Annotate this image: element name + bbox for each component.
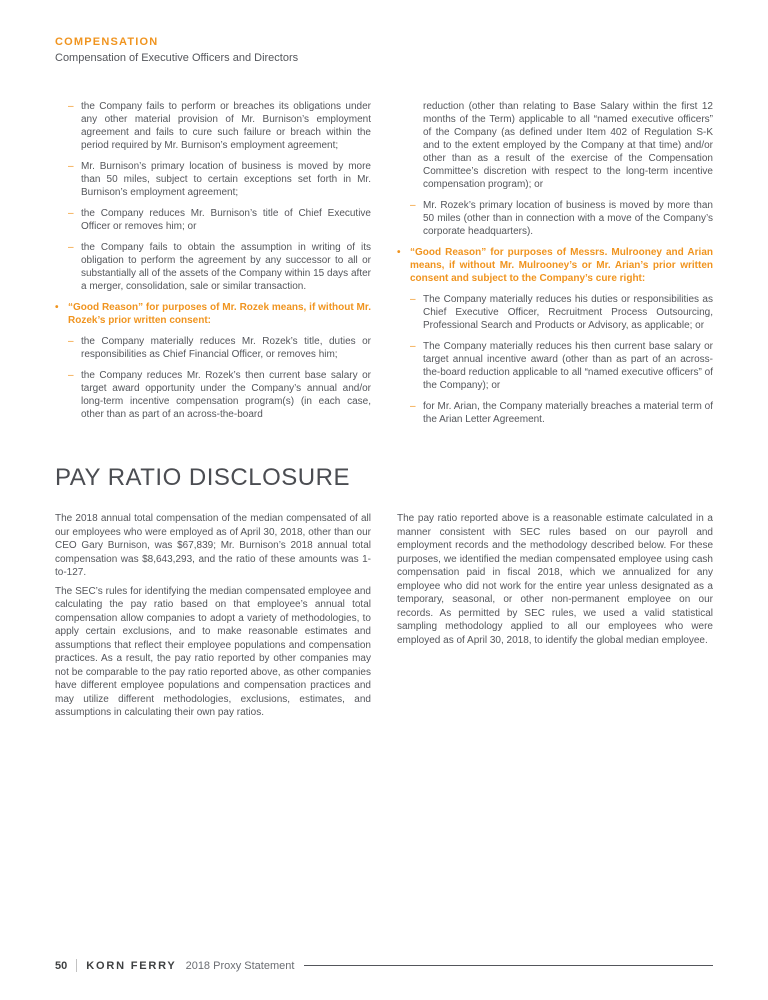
- section-subtitle: Compensation of Executive Officers and Directors: [55, 52, 299, 64]
- list-item-text: Mr. Rozek’s primary location of business is moved by more than 50 miles (other than in connection with a move of the Company’s corporate headquarters).: [423, 200, 713, 237]
- list-item-text: Mr. Burnison’s primary location of business is moved by more than 50 miles, subject to certain exceptions set forth in Mr. Burnison’s employment agreement;: [81, 161, 371, 198]
- list-item: [68, 207, 371, 233]
- bullet-marker: •: [397, 247, 401, 258]
- list-item: [410, 199, 713, 238]
- page-header: [55, 36, 713, 64]
- terms-column-right: [397, 100, 713, 434]
- list-item-text: the Company materially reduces Mr. Rozek’s title, duties or responsibilities as Chief Financial Officer, or removes him;: [81, 336, 371, 360]
- list-item: [68, 369, 371, 421]
- paragraph: The SEC’s rules for identifying the median compensated employee and calculating the pay ratio based on that employee’s annual total compensation allow companies to adopt a variety of methodologies, to apply certain exclusions, and to make reasonable estimates and assumptions that reflect their employee populations and compensation practices. As a result, the pay ratio reported by other companies may not be comparable to the pay ratio reported above, as other companies have different employee populations and compensation practices and may utilize different methodologies, exclusions, estimates, and assumptions in calculating their own pay ratios.: [55, 585, 371, 718]
- page-number: 50: [55, 959, 68, 972]
- list-item: [68, 160, 371, 199]
- terms-column-left: [55, 100, 371, 434]
- list-item: [410, 293, 713, 332]
- list-item: [410, 400, 713, 426]
- paragraph: The 2018 annual total compensation of the median compensated of all our employees who were employed as of April 30, 2018, other than our CEO Gary Burnison, was $67,839; Mr. Burnison’s 2018 annual total compensation was $8,643,293, and the ratio of these amounts was 1-to-127.: [55, 513, 371, 578]
- terms-columns: [55, 100, 713, 434]
- list-item-lead: [397, 246, 713, 285]
- dash-marker: –: [68, 161, 74, 172]
- paragraph: The pay ratio reported above is a reasonable estimate calculated in a manner consistent with SEC rules based on our payroll and employment records and the methodology described below. For these purposes, we identified the median compensated employee using cash compensation paid in fiscal 2018, which we annualized for any employee who did not work for the entire year unless designated as a temporary, seasonal, or other non-permanent employee on our records. As permitted by SEC rules, we used a valid statistical sampling methodology applied to all our employees who were employed as of April 30, 2018, to identify the global median employee.: [397, 513, 713, 646]
- document-title: 2018 Proxy Statement: [185, 959, 295, 972]
- section-heading: PAY RATIO DISCLOSURE: [55, 464, 350, 491]
- list-item-text: The Company materially reduces his duties or responsibilities as Chief Executive Officer, Recruitment Process Outsourcing, Professional Search and Products or Advisory, as applicable; or: [423, 294, 713, 331]
- list-item-text: The Company materially reduces his then current base salary or target annual incentive award (other than as part of an across-the-board reduction applicable to all “named executive officers” of the Company); or: [423, 341, 713, 391]
- dash-marker: –: [410, 200, 416, 211]
- dash-marker: –: [68, 101, 74, 112]
- dash-marker: –: [68, 242, 74, 253]
- pay-ratio-column-right: [397, 512, 713, 725]
- dash-marker: –: [68, 208, 74, 219]
- footer-divider: [76, 959, 77, 972]
- dash-marker: –: [68, 370, 74, 381]
- dash-marker: –: [68, 336, 74, 347]
- list-item: [68, 241, 371, 293]
- list-item-text: the Company reduces Mr. Rozek’s then current base salary or target award opportunity under the Company’s annual and/or long-term incentive compensation program(s) (in each case, other than as part of an across-the-board: [81, 370, 371, 420]
- list-item-text: “Good Reason” for purposes of Messrs. Mulrooney and Arian means, if without Mr. Mulrooney’s or Mr. Arian’s prior written consent and subject to the Company’s cure right:: [410, 247, 713, 284]
- list-item-text: reduction (other than relating to Base Salary within the first 12 months of the Term) applicable to all “named executive officers” of the Company (as defined under Item 402 of Regulation S-K and to the extent employed by the Company at that time) and/or other than as a result of the exercise of the Compensation Committee’s discretion with respect to the long-term incentive compensation program); or: [423, 101, 713, 190]
- list-item-text: for Mr. Arian, the Company materially breaches a material term of the Arian Letter Agreement.: [423, 401, 713, 425]
- dash-marker: –: [410, 294, 416, 305]
- brand-logo-text: KORN FERRY: [86, 959, 177, 972]
- list-item: [410, 340, 713, 392]
- list-item-text: “Good Reason” for purposes of Mr. Rozek means, if without Mr. Rozek’s prior written consent:: [68, 302, 371, 326]
- page-footer: [55, 959, 713, 972]
- list-item: [68, 335, 371, 361]
- footer-rule: [304, 965, 713, 966]
- list-item: [68, 100, 371, 152]
- section-kicker: COMPENSATION: [55, 36, 159, 48]
- pay-ratio-columns: [55, 512, 713, 725]
- list-item-continuation: [423, 100, 713, 191]
- dash-marker: –: [410, 401, 416, 412]
- list-item-text: the Company fails to perform or breaches its obligations under any other material provision of Mr. Burnison’s employment agreement and fails to cure such failure or breach within the period required by Mr. Burnison’s employment agreement;: [81, 101, 371, 151]
- pay-ratio-column-left: [55, 512, 371, 725]
- dash-marker: –: [410, 341, 416, 352]
- bullet-marker: •: [55, 302, 59, 313]
- list-item-text: the Company reduces Mr. Burnison’s title of Chief Executive Officer or removes him; or: [81, 208, 371, 232]
- list-item-text: the Company fails to obtain the assumption in writing of its obligation to perform the agreement by any successor to all or substantially all of the assets of the Company within 15 days after a merger, consolidation, sale or similar transaction.: [81, 242, 371, 292]
- list-item-lead: [55, 301, 371, 327]
